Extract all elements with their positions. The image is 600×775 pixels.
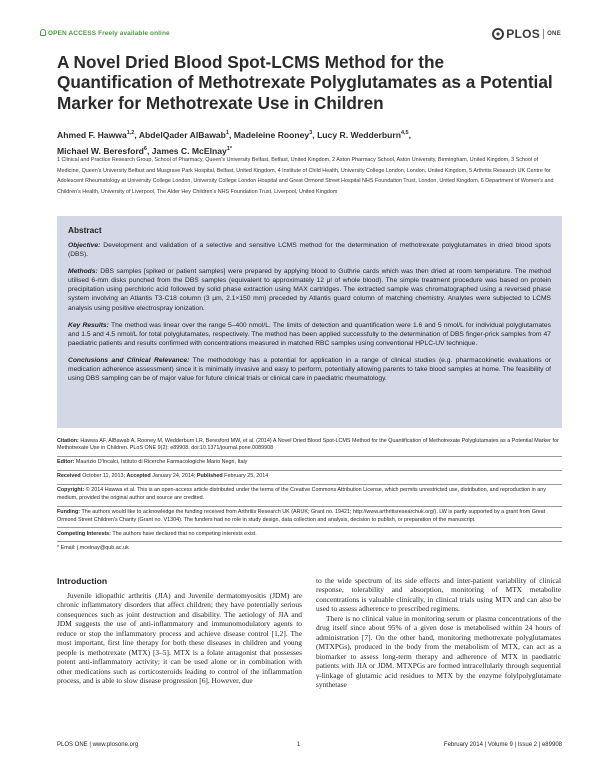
accepted-date: January 24, 2014; [152, 473, 196, 480]
author-affiliations: 1 Clinical and Practice Research Group, School of Pharmacy, Queen's University Belfast, Belfast, United Kingdom, 2 Aston Pharmacy School, Aston University, Birmingham, United Kingdom, 3 School of Medicine, Queen's University Belfast and Musgrave Park Hospital, Belfast, United Kingdom, 4 Institute of Child Health, University College London, London, United Kingdom, 5 Arthritis Research UK Centre for Adolescent Rheumatology at University College London, University College London Hospital and Great Ormond Street Hospital NHS Foundation Trust, London, United Kingdom, 6 Department of Women's and Children's Health, University of Liverpool, The Alder Hey Children's NHS Foundation Trust, Liverpool, United Kingdom [57, 157, 554, 196]
abstract-section-text: The methodology has a potential for application in a range of clinical studies (e.g. pharmacokinetic evaluations or medication adherence assessment) since it is minimally invasive and easy to perform, potentially allowing parents to take blood samples at home. The feasibility of using DBS sampling can be of major value for future clinical trials or clinical care in paediatric rheumatology. [68, 356, 551, 383]
article-title: A Novel Dried Blood Spot-LCMS Method for the Quantification of Methotrexate Polyglutamates as a Potential Marker for Methotrexate Use in Children [57, 52, 553, 113]
body-paragraph: There is no clinical value in monitoring serum or plasma concentrations of the drug itself since about 95% of a given dose is metabolised within 24 hours of administration [7]. On the other hand, monitoring methotrexate polyglutamates (MTXPGs), produced in the body from the metabolism of MTX, can act as a biomarker to assess long-term therapy and adherence of MTX in paediatric patients with JIA or JDM. MTXPGs are formed intracellularly through sequential γ-linkage of glutamic acid residues to MTX by the enzyme folylpolyglutamate synthetase [316, 613, 561, 689]
author-affiliation-marker: 6 [143, 145, 147, 152]
funding-label: Funding: [57, 509, 81, 516]
abstract-conclusions [68, 356, 551, 383]
received-date: October 11, 2013; [82, 473, 125, 480]
corresponding-email[interactable]: * Email: j.mcelnay@qub.ac.uk [57, 544, 129, 551]
abstract-heading: Abstract [68, 225, 102, 235]
plos-logo-icon [492, 28, 504, 40]
received-label: Received [57, 473, 81, 480]
abstract-section-text: DBS samples [spiked or patient samples] were prepared by applying blood to Guthrie cards which was then dried at room temperature. The method utilised 6-mm disks punched from the DBS samples (equivalent to approximately 12 μl of whole blood). The simple treatment procedure was based on protein precipitation using perchloric acid followed by solid phase extraction using MAX cartridges. The extracted sample was chromatographed using a reversed phase system involving an Atlantis T3-C18 column (3 μm, 2.1×150 mm) preceded by Atlantis guard column of matching chemistry. Analytes were subjected to LCMS analysis using positive electrospray ionization. [68, 268, 552, 312]
journal-brand: PLOS [506, 27, 541, 41]
dates-row [57, 471, 562, 485]
abstract-objective [68, 241, 551, 259]
copyright-row [57, 485, 562, 507]
author-name: Ahmed F. Hawwa [57, 129, 127, 140]
abstract-section-label: Methods: [68, 268, 98, 276]
editor-row [57, 457, 562, 471]
editor-label: Editor: [57, 459, 75, 466]
accepted-label: Accepted [126, 473, 151, 480]
copyright-label: Copyright: [57, 487, 85, 494]
author-affiliation-marker: 3 [309, 130, 313, 136]
citation-text: Hawwa AF, AlBawab A, Rooney M, Wedderburn LR, Beresford MW, et al. (2014) A Novel Dried Blood Spot-LCMS Method for the Quantification of Methotrexate Polyglutamates as a Potential Marker for Methotrexate Use in Children. PLoS ONE 9(2): e89908. doi:10.1371/journal.pone.0089908 [57, 437, 559, 452]
abstract-section-text: The method was linear over the range 5–400 nmol/L. The limits of detection and quantification were 1.6 and 5 nmol/L for individual polyglutamates and 1.5 and 4.5 nmol/L for total polyglutamates, respectively. The method has been applied successfully to the determination of DBS finger-prick samples from 47 paediatric patients and results confirmed with concentrations measured in matched RBC samples using conventional HPLC-UV technique. [68, 321, 551, 347]
body-column-left [57, 591, 302, 686]
body-column-right [316, 576, 561, 689]
citation-label: Citation: [57, 437, 79, 444]
competing-interests-row [57, 528, 562, 542]
abstract-section-label: Conclusions and Clinical Relevance: [68, 356, 190, 364]
competing-interests-text: The authors have declared that no competing interests exist. [112, 530, 257, 537]
open-access-badge: OPEN ACCESS Freely available online [40, 29, 170, 37]
logo-divider [543, 29, 544, 39]
abstract-box [57, 216, 562, 428]
author-affiliation-marker: 4,5 [400, 130, 409, 136]
open-access-lock-icon [40, 29, 46, 36]
author-affiliation-marker: 1 [225, 130, 229, 136]
body-paragraph: Juvenile idiopathic arthritis (JIA) and Juvenile dermatomyositis (JDM) are chronic inflammatory disorders that affect children; they have potentially serious consequences such as joint destruction and disability. The aetiology of JIA and JDM suggests the use of anti-inflammatory and immunomodulatory agents to reduce or stop the inflammatory process and achieve disease control [1,2]. The most important, first line therapy for both these diseases in children and young people is methotrexate (MTX) [3–5]. MTX is a folate antagonist that possesses potent anti-inflammatory activity; it can be used alone or in combination with other medications such as corticosteroids leading to control of the inflammation process, and is able to slow disease progression [6]. However, due [57, 591, 302, 686]
funding-row [57, 507, 562, 529]
author-affiliation-marker: 1,2 [126, 130, 135, 136]
published-date: February 25, 2014 [224, 473, 269, 480]
footer-issue: February 2014 | Volume 9 | Issue 2 | e89908 [443, 742, 562, 748]
author-name: Lucy R. Wedderburn [317, 129, 401, 140]
email-row [57, 542, 562, 555]
page-number: 1 [297, 742, 301, 748]
abstract-key-results [68, 321, 551, 348]
abstract-section-label: Key Results: [68, 321, 109, 329]
introduction-heading: Introduction [57, 576, 108, 586]
page-footer [57, 742, 562, 754]
author-name: AbdelQader AlBawab [138, 129, 226, 140]
citation-row [57, 435, 562, 457]
article-metadata [57, 435, 562, 555]
abstract-section-text: Development and validation of a selective and sensitive LCMS method for the determination of methotrexate polyglutamates in dried blood spots (DBS). [68, 242, 551, 259]
abstract-section-label: Objective: [68, 242, 101, 249]
abstract-methods [68, 267, 551, 312]
journal-header [40, 27, 561, 43]
author-name: James C. McElnay [151, 145, 227, 156]
competing-interests-label: Competing Interests: [57, 530, 111, 537]
editor-text: Maurizio D'Incalci, Istituto di Ricerche Farmacologiche Mario Negri, Italy [75, 459, 248, 466]
published-label: Published [196, 473, 223, 480]
funding-text: The authors would like to acknowledge the funding received from Arthritis Research UK (ARUK; Grant no. 19421; http://www.arthritisresearchuk.org/). LW is partly supported by a grant from Great Ormond Street Children's Charity (Grant no. V1304). The funders had no role in study design, data collection and analysis, decision to publish, or preparation of the manuscript. [57, 509, 546, 523]
footer-journal: PLOS ONE | www.plosone.org [57, 742, 139, 748]
author-affiliation-marker: 1* [226, 145, 232, 152]
author-list: Ahmed F. Hawwa$^{1,2}$, AbdelQader AlBawab$^1$, Madeleine Rooney$^3$, Lucy R. Wedderburn$^{4,5}$, Michael W. Beresford$^6$, James C. McElnay$^{1*}$ [57, 129, 411, 156]
author-name: Michael W. Beresford [57, 145, 144, 156]
plos-one-logo [492, 27, 561, 41]
copyright-text: © 2014 Hawwa et al. This is an open-access article distributed under the terms of the Creative Commons Attribution License, which permits unrestricted use, distribution, and reproduction in any medium, provided the original author and source are credited. [57, 487, 546, 501]
journal-name: ONE [547, 31, 561, 37]
body-paragraph: to the wide spectrum of its side effects and inter-patient variability of clinical response, tolerability and absorption, monitoring of MTX metabolite concentrations is valuable clinically, in clinical trials using MTX and can also be used to assess adherence to prescribed regimens. [316, 576, 561, 614]
author-name: Madeleine Rooney [233, 129, 310, 140]
